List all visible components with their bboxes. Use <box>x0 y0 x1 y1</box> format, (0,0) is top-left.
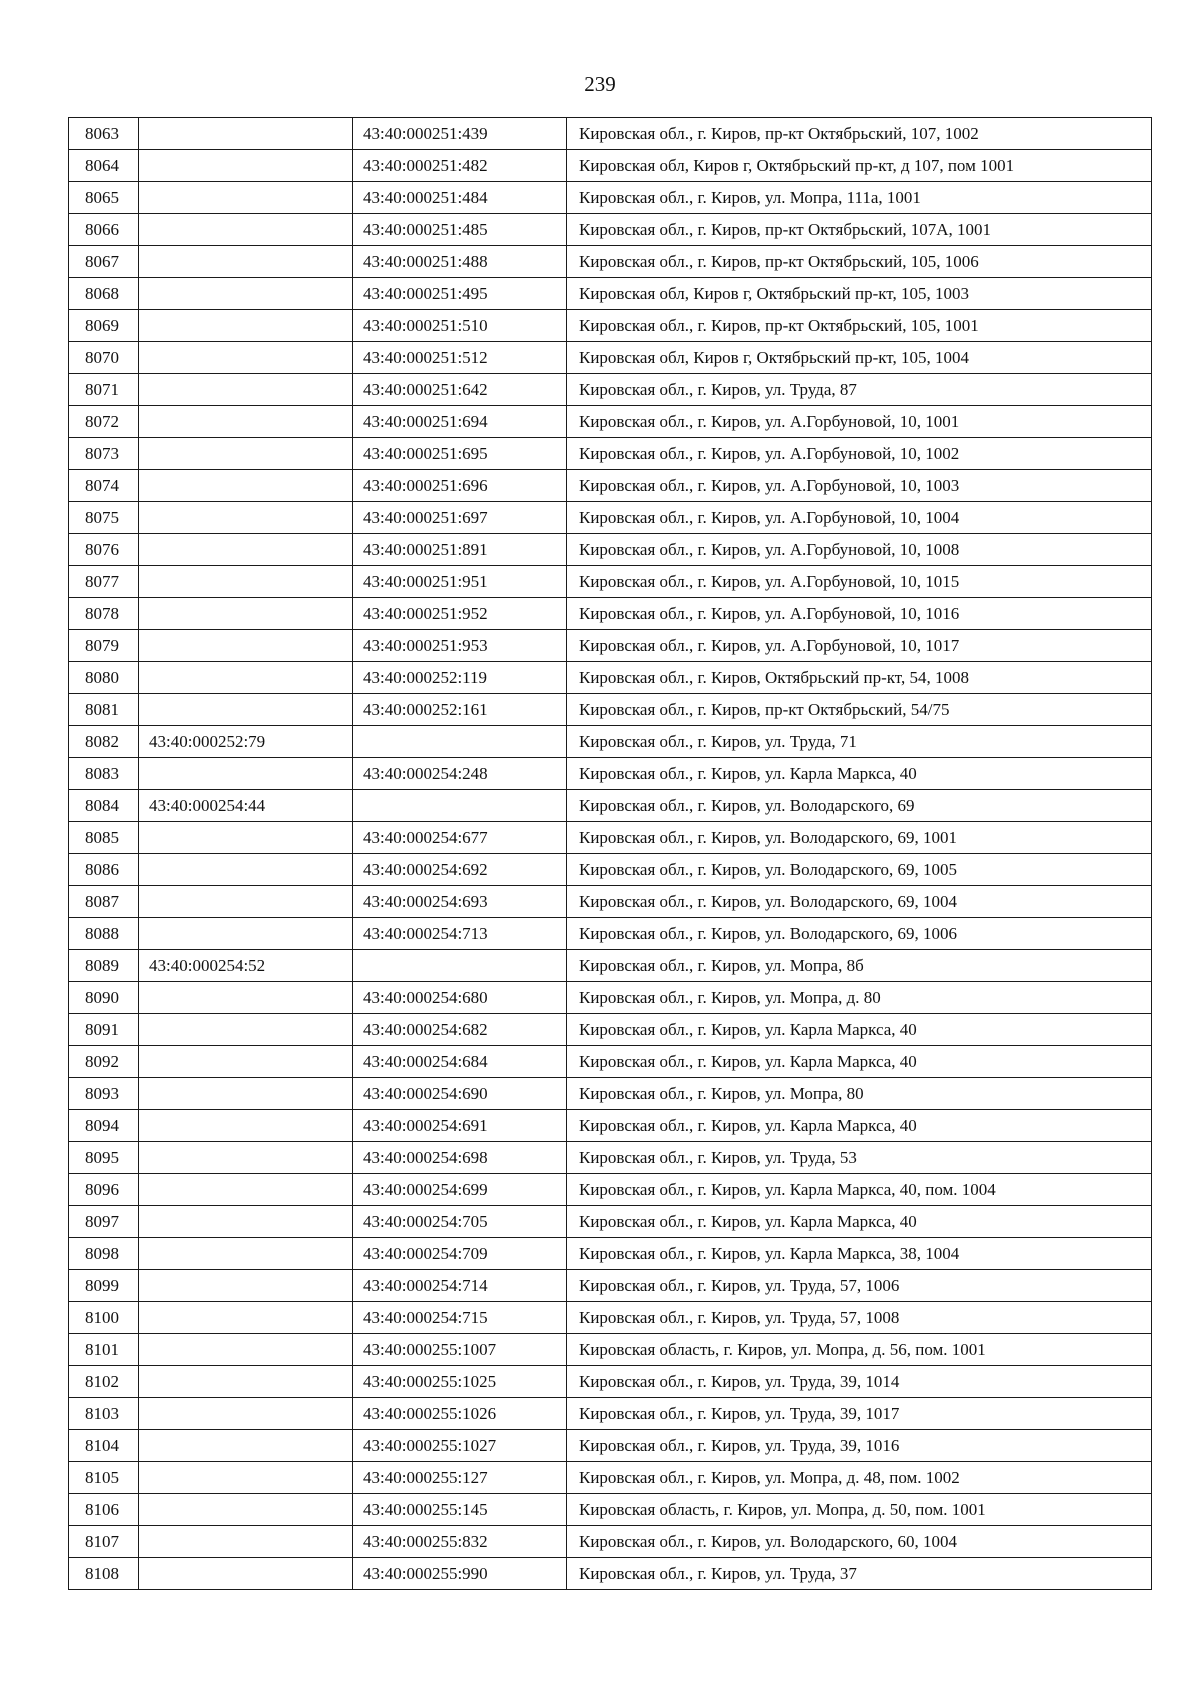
address-cell: Кировская обл., г. Киров, пр-кт Октябрьский, 105, 1001 <box>567 310 1152 342</box>
table-row <box>69 1174 1152 1206</box>
table-row <box>69 1462 1152 1494</box>
land-parcel-number-cell <box>139 1494 353 1526</box>
table-row <box>69 1142 1152 1174</box>
table-row <box>69 182 1152 214</box>
cadastral-number-cell: 43:40:000251:512 <box>353 342 567 374</box>
cadastral-number-cell <box>353 790 567 822</box>
cadastral-number-cell: 43:40:000255:990 <box>353 1558 567 1590</box>
table-row <box>69 246 1152 278</box>
row-number-cell: 8105 <box>69 1462 139 1494</box>
row-number-cell: 8072 <box>69 406 139 438</box>
address-cell: Кировская обл., г. Киров, ул. А.Горбуновой, 10, 1017 <box>567 630 1152 662</box>
cadastral-number-cell: 43:40:000251:484 <box>353 182 567 214</box>
cadastral-number-cell: 43:40:000251:697 <box>353 502 567 534</box>
address-cell: Кировская обл., г. Киров, ул. Володарского, 69, 1005 <box>567 854 1152 886</box>
cadastral-number-cell: 43:40:000251:952 <box>353 598 567 630</box>
table-row <box>69 950 1152 982</box>
cadastral-number-cell <box>353 950 567 982</box>
land-parcel-number-cell <box>139 566 353 598</box>
land-parcel-number-cell <box>139 694 353 726</box>
land-parcel-number-cell <box>139 1046 353 1078</box>
address-cell: Кировская обл., г. Киров, ул. Карла Маркса, 40 <box>567 1206 1152 1238</box>
address-cell: Кировская область, г. Киров, ул. Мопра, д. 50, пом. 1001 <box>567 1494 1152 1526</box>
table-row <box>69 566 1152 598</box>
table-row <box>69 1206 1152 1238</box>
land-parcel-number-cell <box>139 918 353 950</box>
row-number-cell: 8096 <box>69 1174 139 1206</box>
land-parcel-number-cell <box>139 630 353 662</box>
records-body <box>69 118 1152 1590</box>
cadastral-number-cell: 43:40:000254:699 <box>353 1174 567 1206</box>
address-cell: Кировская обл., г. Киров, пр-кт Октябрьский, 105, 1006 <box>567 246 1152 278</box>
cadastral-number-cell: 43:40:000255:1007 <box>353 1334 567 1366</box>
land-parcel-number-cell <box>139 470 353 502</box>
cadastral-number-cell: 43:40:000255:1027 <box>353 1430 567 1462</box>
row-number-cell: 8079 <box>69 630 139 662</box>
cadastral-number-cell: 43:40:000251:510 <box>353 310 567 342</box>
land-parcel-number-cell <box>139 150 353 182</box>
cadastral-number-cell: 43:40:000255:145 <box>353 1494 567 1526</box>
row-number-cell: 8089 <box>69 950 139 982</box>
cadastral-number-cell: 43:40:000254:692 <box>353 854 567 886</box>
cadastral-number-cell: 43:40:000255:1025 <box>353 1366 567 1398</box>
table-row <box>69 278 1152 310</box>
address-cell: Кировская обл., г. Киров, ул. Мопра, д. 48, пом. 1002 <box>567 1462 1152 1494</box>
land-parcel-number-cell <box>139 822 353 854</box>
row-number-cell: 8063 <box>69 118 139 150</box>
land-parcel-number-cell <box>139 1110 353 1142</box>
address-cell: Кировская обл., г. Киров, ул. Труда, 39, 1016 <box>567 1430 1152 1462</box>
cadastral-number-cell: 43:40:000251:695 <box>353 438 567 470</box>
cadastral-number-cell: 43:40:000251:485 <box>353 214 567 246</box>
row-number-cell: 8094 <box>69 1110 139 1142</box>
row-number-cell: 8086 <box>69 854 139 886</box>
address-cell: Кировская обл., г. Киров, ул. А.Горбуновой, 10, 1003 <box>567 470 1152 502</box>
row-number-cell: 8102 <box>69 1366 139 1398</box>
address-cell: Кировская обл., г. Киров, ул. Мопра, 111а, 1001 <box>567 182 1152 214</box>
land-parcel-number-cell <box>139 1398 353 1430</box>
land-parcel-number-cell <box>139 342 353 374</box>
land-parcel-number-cell <box>139 1526 353 1558</box>
page-number: 239 <box>584 72 616 96</box>
address-cell: Кировская обл., г. Киров, ул. Карла Маркса, 40 <box>567 1110 1152 1142</box>
land-parcel-number-cell <box>139 1334 353 1366</box>
address-cell: Кировская обл., г. Киров, ул. Труда, 39, 1014 <box>567 1366 1152 1398</box>
address-cell: Кировская обл., г. Киров, ул. Карла Маркса, 40 <box>567 758 1152 790</box>
table-row <box>69 1494 1152 1526</box>
land-parcel-number-cell <box>139 854 353 886</box>
address-cell: Кировская обл., г. Киров, ул. Труда, 71 <box>567 726 1152 758</box>
land-parcel-number-cell <box>139 118 353 150</box>
address-cell: Кировская обл., г. Киров, ул. Карла Маркса, 40 <box>567 1046 1152 1078</box>
row-number-cell: 8090 <box>69 982 139 1014</box>
table-row <box>69 822 1152 854</box>
table-row <box>69 1110 1152 1142</box>
table-row <box>69 1334 1152 1366</box>
address-cell: Кировская обл., г. Киров, ул. А.Горбуновой, 10, 1001 <box>567 406 1152 438</box>
land-parcel-number-cell <box>139 438 353 470</box>
table-row <box>69 502 1152 534</box>
address-cell: Кировская обл, Киров г, Октябрьский пр-кт, 105, 1004 <box>567 342 1152 374</box>
address-cell: Кировская обл., г. Киров, ул. Карла Маркса, 40 <box>567 1014 1152 1046</box>
row-number-cell: 8071 <box>69 374 139 406</box>
row-number-cell: 8082 <box>69 726 139 758</box>
row-number-cell: 8069 <box>69 310 139 342</box>
land-parcel-number-cell <box>139 598 353 630</box>
land-parcel-number-cell <box>139 1462 353 1494</box>
cadastral-number-cell: 43:40:000254:680 <box>353 982 567 1014</box>
table-row <box>69 1398 1152 1430</box>
address-cell: Кировская обл., г. Киров, ул. Мопра, д. 80 <box>567 982 1152 1014</box>
land-parcel-number-cell <box>139 1206 353 1238</box>
land-parcel-number-cell <box>139 1302 353 1334</box>
table-row <box>69 1270 1152 1302</box>
cadastral-number-cell: 43:40:000254:709 <box>353 1238 567 1270</box>
land-parcel-number-cell <box>139 1270 353 1302</box>
table-row <box>69 438 1152 470</box>
land-parcel-number-cell <box>139 278 353 310</box>
table-row <box>69 374 1152 406</box>
address-cell: Кировская обл., г. Киров, ул. Труда, 53 <box>567 1142 1152 1174</box>
cadastral-number-cell: 43:40:000254:715 <box>353 1302 567 1334</box>
cadastral-number-cell: 43:40:000254:691 <box>353 1110 567 1142</box>
cadastral-number-cell <box>353 726 567 758</box>
row-number-cell: 8070 <box>69 342 139 374</box>
table-row <box>69 886 1152 918</box>
cadastral-number-cell: 43:40:000255:127 <box>353 1462 567 1494</box>
table-row <box>69 310 1152 342</box>
address-cell: Кировская обл., г. Киров, ул. Труда, 37 <box>567 1558 1152 1590</box>
table-row <box>69 982 1152 1014</box>
row-number-cell: 8093 <box>69 1078 139 1110</box>
address-cell: Кировская обл., г. Киров, ул. А.Горбуновой, 10, 1002 <box>567 438 1152 470</box>
address-cell: Кировская обл., г. Киров, ул. Володарского, 69, 1001 <box>567 822 1152 854</box>
table-row <box>69 150 1152 182</box>
table-row <box>69 694 1152 726</box>
row-number-cell: 8104 <box>69 1430 139 1462</box>
cadastral-number-cell: 43:40:000255:832 <box>353 1526 567 1558</box>
cadastral-number-cell: 43:40:000251:891 <box>353 534 567 566</box>
cadastral-number-cell: 43:40:000252:119 <box>353 662 567 694</box>
cadastral-number-cell: 43:40:000252:161 <box>353 694 567 726</box>
row-number-cell: 8073 <box>69 438 139 470</box>
address-cell: Кировская обл., г. Киров, ул. Карла Маркса, 38, 1004 <box>567 1238 1152 1270</box>
land-parcel-number-cell: 43:40:000252:79 <box>139 726 353 758</box>
row-number-cell: 8087 <box>69 886 139 918</box>
row-number-cell: 8065 <box>69 182 139 214</box>
land-parcel-number-cell <box>139 1142 353 1174</box>
address-cell: Кировская область, г. Киров, ул. Мопра, д. 56, пом. 1001 <box>567 1334 1152 1366</box>
table-row <box>69 1558 1152 1590</box>
address-cell: Кировская обл., г. Киров, ул. Володарского, 69, 1004 <box>567 886 1152 918</box>
address-cell: Кировская обл., г. Киров, ул. Мопра, 80 <box>567 1078 1152 1110</box>
land-parcel-number-cell <box>139 982 353 1014</box>
cadastral-number-cell: 43:40:000251:488 <box>353 246 567 278</box>
cadastral-number-cell: 43:40:000251:696 <box>353 470 567 502</box>
table-row <box>69 630 1152 662</box>
land-parcel-number-cell <box>139 886 353 918</box>
cadastral-number-cell: 43:40:000254:690 <box>353 1078 567 1110</box>
cadastral-number-cell: 43:40:000254:677 <box>353 822 567 854</box>
table-row <box>69 1046 1152 1078</box>
row-number-cell: 8067 <box>69 246 139 278</box>
land-parcel-number-cell <box>139 1366 353 1398</box>
land-parcel-number-cell <box>139 662 353 694</box>
row-number-cell: 8092 <box>69 1046 139 1078</box>
table-row <box>69 342 1152 374</box>
land-parcel-number-cell <box>139 758 353 790</box>
land-parcel-number-cell <box>139 1078 353 1110</box>
row-number-cell: 8088 <box>69 918 139 950</box>
address-cell: Кировская обл., г. Киров, ул. Карла Маркса, 40, пом. 1004 <box>567 1174 1152 1206</box>
address-cell: Кировская обл, Киров г, Октябрьский пр-кт, д 107, пом 1001 <box>567 150 1152 182</box>
table-row <box>69 1302 1152 1334</box>
records-table <box>68 117 1152 1590</box>
cadastral-number-cell: 43:40:000254:682 <box>353 1014 567 1046</box>
row-number-cell: 8101 <box>69 1334 139 1366</box>
cadastral-number-cell: 43:40:000254:693 <box>353 886 567 918</box>
row-number-cell: 8078 <box>69 598 139 630</box>
land-parcel-number-cell <box>139 502 353 534</box>
address-cell: Кировская обл., г. Киров, ул. А.Горбуновой, 10, 1004 <box>567 502 1152 534</box>
address-cell: Кировская обл., г. Киров, ул. А.Горбуновой, 10, 1015 <box>567 566 1152 598</box>
land-parcel-number-cell <box>139 246 353 278</box>
table-row <box>69 470 1152 502</box>
land-parcel-number-cell <box>139 1430 353 1462</box>
address-cell: Кировская обл, Киров г, Октябрьский пр-кт, 105, 1003 <box>567 278 1152 310</box>
table-row <box>69 406 1152 438</box>
cadastral-number-cell: 43:40:000251:951 <box>353 566 567 598</box>
address-cell: Кировская обл., г. Киров, ул. Мопра, 8б <box>567 950 1152 982</box>
table-row <box>69 534 1152 566</box>
cadastral-number-cell: 43:40:000251:439 <box>353 118 567 150</box>
row-number-cell: 8084 <box>69 790 139 822</box>
land-parcel-number-cell <box>139 1238 353 1270</box>
row-number-cell: 8064 <box>69 150 139 182</box>
address-cell: Кировская обл., г. Киров, ул. Труда, 87 <box>567 374 1152 406</box>
row-number-cell: 8095 <box>69 1142 139 1174</box>
table-row <box>69 214 1152 246</box>
table-row <box>69 1014 1152 1046</box>
row-number-cell: 8097 <box>69 1206 139 1238</box>
cadastral-number-cell: 43:40:000251:495 <box>353 278 567 310</box>
row-number-cell: 8098 <box>69 1238 139 1270</box>
land-parcel-number-cell <box>139 310 353 342</box>
land-parcel-number-cell <box>139 214 353 246</box>
table-row <box>69 726 1152 758</box>
table-row <box>69 662 1152 694</box>
land-parcel-number-cell <box>139 406 353 438</box>
cadastral-number-cell: 43:40:000251:642 <box>353 374 567 406</box>
address-cell: Кировская обл., г. Киров, Октябрьский пр-кт, 54, 1008 <box>567 662 1152 694</box>
address-cell: Кировская обл., г. Киров, ул. Володарского, 60, 1004 <box>567 1526 1152 1558</box>
row-number-cell: 8106 <box>69 1494 139 1526</box>
address-cell: Кировская обл., г. Киров, ул. А.Горбуновой, 10, 1008 <box>567 534 1152 566</box>
cadastral-number-cell: 43:40:000251:694 <box>353 406 567 438</box>
row-number-cell: 8075 <box>69 502 139 534</box>
table-row <box>69 854 1152 886</box>
row-number-cell: 8068 <box>69 278 139 310</box>
cadastral-number-cell: 43:40:000251:953 <box>353 630 567 662</box>
address-cell: Кировская обл., г. Киров, ул. Володарского, 69 <box>567 790 1152 822</box>
address-cell: Кировская обл., г. Киров, ул. Володарского, 69, 1006 <box>567 918 1152 950</box>
address-cell: Кировская обл., г. Киров, пр-кт Октябрьский, 107, 1002 <box>567 118 1152 150</box>
land-parcel-number-cell <box>139 1558 353 1590</box>
table-row <box>69 1366 1152 1398</box>
row-number-cell: 8085 <box>69 822 139 854</box>
address-cell: Кировская обл., г. Киров, ул. Труда, 57, 1008 <box>567 1302 1152 1334</box>
address-cell: Кировская обл., г. Киров, ул. Труда, 57, 1006 <box>567 1270 1152 1302</box>
row-number-cell: 8077 <box>69 566 139 598</box>
row-number-cell: 8080 <box>69 662 139 694</box>
table-row <box>69 918 1152 950</box>
row-number-cell: 8081 <box>69 694 139 726</box>
row-number-cell: 8076 <box>69 534 139 566</box>
land-parcel-number-cell: 43:40:000254:44 <box>139 790 353 822</box>
land-parcel-number-cell <box>139 182 353 214</box>
row-number-cell: 8108 <box>69 1558 139 1590</box>
land-parcel-number-cell <box>139 1174 353 1206</box>
land-parcel-number-cell: 43:40:000254:52 <box>139 950 353 982</box>
table-row <box>69 1078 1152 1110</box>
cadastral-number-cell: 43:40:000255:1026 <box>353 1398 567 1430</box>
cadastral-number-cell: 43:40:000254:705 <box>353 1206 567 1238</box>
table-row <box>69 1238 1152 1270</box>
table-row <box>69 598 1152 630</box>
row-number-cell: 8091 <box>69 1014 139 1046</box>
row-number-cell: 8099 <box>69 1270 139 1302</box>
address-cell: Кировская обл., г. Киров, пр-кт Октябрьский, 54/75 <box>567 694 1152 726</box>
address-cell: Кировская обл., г. Киров, ул. А.Горбуновой, 10, 1016 <box>567 598 1152 630</box>
land-parcel-number-cell <box>139 1014 353 1046</box>
table-row <box>69 1430 1152 1462</box>
cadastral-number-cell: 43:40:000254:698 <box>353 1142 567 1174</box>
cadastral-number-cell: 43:40:000254:684 <box>353 1046 567 1078</box>
cadastral-number-cell: 43:40:000251:482 <box>353 150 567 182</box>
row-number-cell: 8074 <box>69 470 139 502</box>
table-row <box>69 1526 1152 1558</box>
row-number-cell: 8107 <box>69 1526 139 1558</box>
address-cell: Кировская обл., г. Киров, ул. Труда, 39, 1017 <box>567 1398 1152 1430</box>
cadastral-number-cell: 43:40:000254:248 <box>353 758 567 790</box>
table-row <box>69 790 1152 822</box>
cadastral-number-cell: 43:40:000254:714 <box>353 1270 567 1302</box>
table-row <box>69 118 1152 150</box>
land-parcel-number-cell <box>139 534 353 566</box>
row-number-cell: 8083 <box>69 758 139 790</box>
address-cell: Кировская обл., г. Киров, пр-кт Октябрьский, 107А, 1001 <box>567 214 1152 246</box>
row-number-cell: 8066 <box>69 214 139 246</box>
row-number-cell: 8103 <box>69 1398 139 1430</box>
land-parcel-number-cell <box>139 374 353 406</box>
table-row <box>69 758 1152 790</box>
cadastral-number-cell: 43:40:000254:713 <box>353 918 567 950</box>
row-number-cell: 8100 <box>69 1302 139 1334</box>
